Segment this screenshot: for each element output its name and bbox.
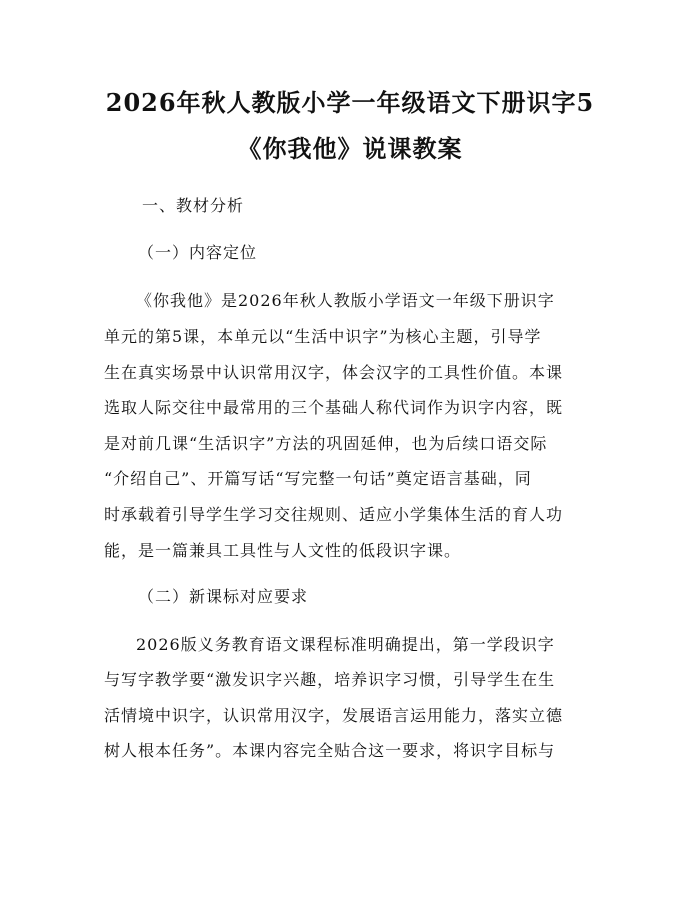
section-heading-analysis: 一、教材分析 [142,196,245,215]
subsection-heading-positioning: （一）内容定位 [138,243,258,262]
subsection-heading-curriculum: （二）新课标对应要求 [138,587,309,606]
paragraph-line: 活情境中识字，认识常用汉字，发展语言运用能力，落实立德 [104,706,564,725]
paragraph-line: 树人根本任务”。本课内容完全贴合这一要求，将识字目标与 [104,741,556,760]
document-title-line-1: 2026年秋人教版小学一年级语文下册识字5 [105,88,595,117]
document-title-line-2: 《你我他》说课教案 [237,134,463,163]
paragraph-line: 能，是一篇兼具工具性与人文性的低段识字课。 [104,541,462,560]
paragraph-line: “介绍自己”、开篇写话“写完整一句话”奠定语言基础，同 [104,469,532,488]
paragraph-line: 与写字教学要“激发识字兴趣，培养识字习惯，引导学生在生 [104,670,556,689]
paragraph-line: 时承载着引导学生学习交往规则、适应小学集体生活的育人功 [104,505,564,524]
paragraph-line: 2026版义务教育语文课程标准明确提出，第一学段识字 [136,635,555,654]
paragraph-line: 《你我他》是2026年秋人教版小学语文一年级下册识字 [136,291,555,310]
paragraph-line: 生在真实场景中认识常用汉字，体会汉字的工具性价值。本课 [104,363,564,382]
paragraph-line: 选取人际交往中最常用的三个基础人称代词作为识字内容，既 [104,398,564,417]
paragraph-line: 单元的第5课，本单元以“生活中识字”为核心主题，引导学 [104,327,542,346]
paragraph-line: 是对前几课“生活识字”方法的巩固延伸，也为后续口语交际 [104,434,548,453]
